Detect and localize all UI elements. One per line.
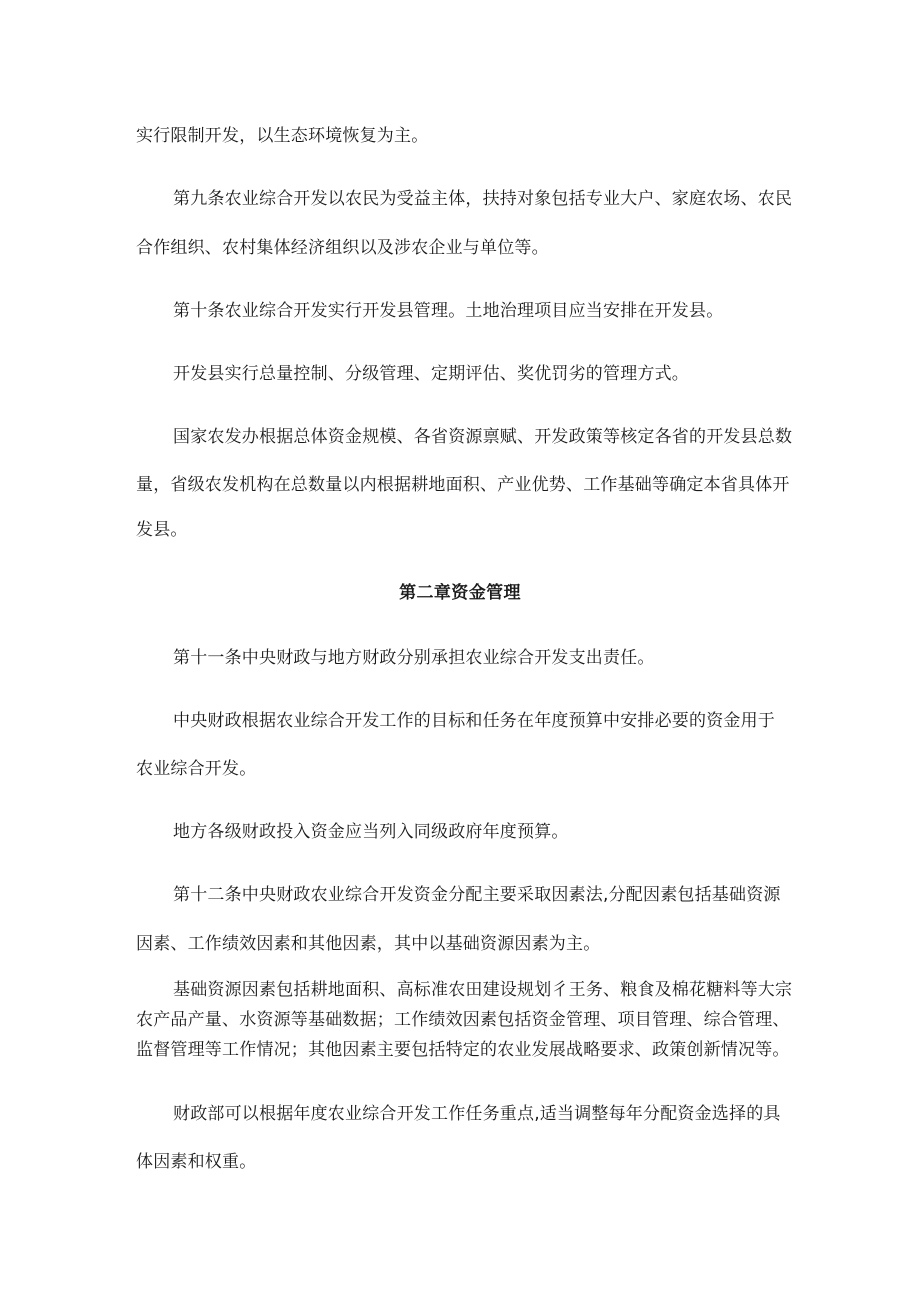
paragraph-line-3: 监督管理等工作情况；其他因素主要包括特定的农业发展战略要求、政策创新情况等。	[136, 1040, 790, 1060]
paragraph-line: 开发县实行总量控制、分级管理、定期评估、奖优罚劣的管理方式。	[173, 364, 689, 384]
article-9-line-2: 合作组织、农村集体经济组织以及涉农企业与单位等。	[136, 238, 549, 258]
paragraph-line-2: 农产品产量、水资源等基础数据；工作绩效因素包括资金管理、项目管理、综合管理、	[136, 1010, 790, 1030]
text-line: 实行限制开发，以生态环境恢复为主。	[136, 126, 429, 146]
paragraph-line-3: 发县。	[136, 520, 188, 540]
article-10-line: 第十条农业综合开发实行开发县管理。土地治理项目应当安排在开发县。	[173, 301, 724, 321]
article-12-line-1: 第十二条中央财政农业综合开发资金分配主要采取因素法,分配因素包括基础资源	[173, 885, 781, 905]
paragraph-line-2: 量，省级农发机构在总数量以内根据耕地面积、产业优势、工作基础等确定本省具体开	[136, 475, 790, 495]
paragraph-line-2: 农业综合开发。	[136, 759, 257, 779]
paragraph-line-1: 中央财政根据农业综合开发工作的目标和任务在年度预算中安排必要的资金用于	[173, 711, 775, 731]
paragraph-line: 地方各级财政投入资金应当列入同级政府年度预算。	[173, 822, 569, 842]
paragraph-line-1: 国家农发办根据总体资金规模、各省资源禀赋、开发政策等核定各省的开发县总数	[173, 427, 793, 447]
article-12-line-2: 因素、工作绩效因素和其他因素，其中以基础资源因素为主。	[136, 934, 601, 954]
paragraph-line-2: 体因素和权重。	[136, 1152, 257, 1172]
chapter-heading: 第二章资金管理	[399, 583, 521, 603]
paragraph-line-1: 财政部可以根据年度农业综合开发工作任务重点,适当调整每年分配资金选择的具	[173, 1104, 781, 1124]
article-9-line-1: 第九条农业综合开发以农民为受益主体，扶持对象包括专业大户、家庭农场、农民	[173, 189, 793, 209]
paragraph-line-1: 基础资源因素包括耕地面积、高标准农田建设规划彳王务、粮食及棉花糖料等大宗	[173, 980, 793, 1000]
article-11-line: 第十一条中央财政与地方财政分别承担农业综合开发支出责任。	[173, 648, 655, 668]
